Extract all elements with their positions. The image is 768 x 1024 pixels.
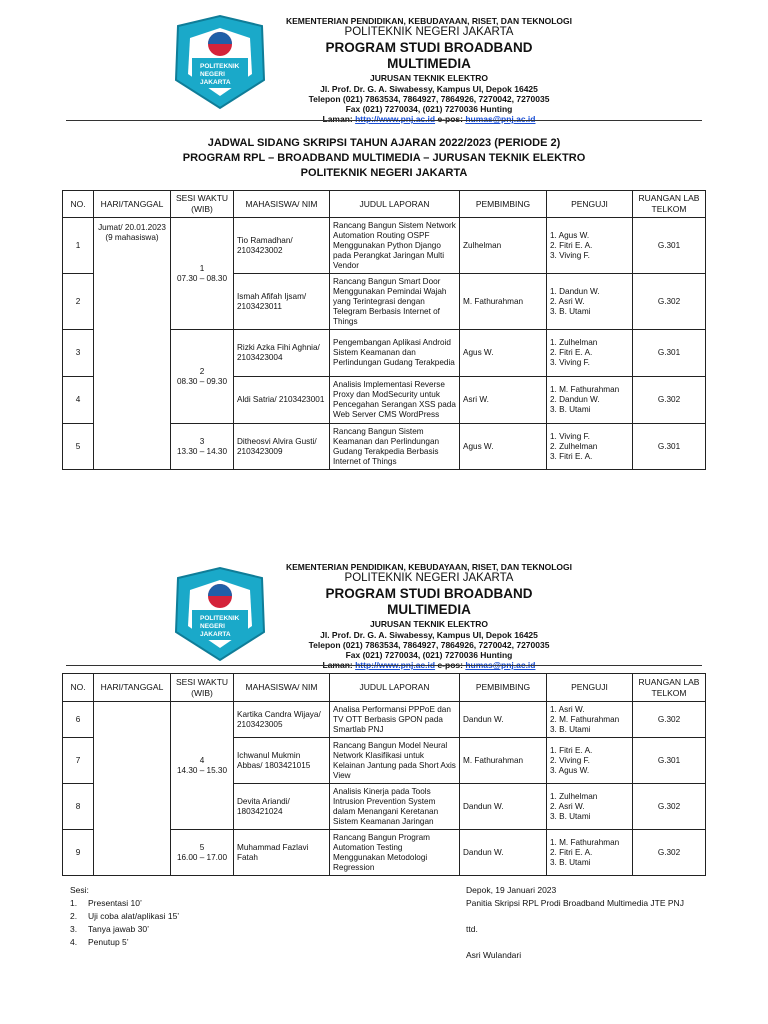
room: G.301: [633, 738, 706, 784]
report-title: Pengembangan Aplikasi Android Sistem Keamanan dan Perlindungan Gudang Terakpedia: [330, 330, 460, 377]
row-no: 7: [63, 738, 94, 784]
room: G.302: [633, 274, 706, 330]
examiner-1: 1. Asri W.: [550, 704, 585, 714]
supervisor: Dandun W.: [460, 830, 547, 876]
col-report: JUDUL LAPORAN: [330, 191, 460, 218]
supervisor: M. Fathurahman: [460, 274, 547, 330]
col-supervisor: PEMBIMBING: [460, 674, 547, 702]
ministry-name: KEMENTERIAN PENDIDIKAN, KEBUDAYAAN, RISET, DAN TEKNOLOGI: [285, 16, 573, 26]
web-link[interactable]: http://www.pnj.ac.id: [355, 660, 436, 671]
examiner-1: 1. Viving F.: [550, 431, 590, 441]
room: G.302: [633, 377, 706, 424]
session-cell: [171, 330, 234, 424]
session-no: 3: [199, 436, 205, 446]
row-no: 5: [63, 424, 94, 470]
examiners: [547, 330, 633, 377]
session-no: 1: [199, 263, 205, 273]
supervisor: Agus W.: [460, 424, 547, 470]
session-time: 13.30 – 14.30: [176, 446, 228, 456]
room: G.301: [633, 330, 706, 377]
session-legend-item: 1. Presentasi 10’: [70, 898, 142, 908]
letterhead-divider: [66, 665, 702, 666]
phone: Telepon (021) 7863534, 7864927, 7864926, 7270042, 7270035: [308, 639, 550, 650]
col-session: SESI WAKTU (WIB): [171, 674, 234, 702]
supervisor: Zulhelman: [460, 218, 547, 274]
letterhead-divider: [66, 120, 702, 121]
place-date: Depok, 19 Januari 2023: [466, 885, 557, 895]
row-no: 2: [63, 274, 94, 330]
email-label: e-pos:: [437, 660, 463, 671]
institution-name: POLITEKNIK NEGERI JAKARTA: [344, 26, 514, 39]
col-no: NO.: [63, 674, 94, 702]
examiners: [547, 702, 633, 738]
day-cell: Jumat/ 20.01.2023 (9 mahasiswa): [94, 218, 171, 470]
student: Kartika Candra Wijaya/ 2103423005: [234, 702, 330, 738]
examiner-1: 1. Zulhelman: [550, 338, 598, 347]
report-title: Rancang Bangun Sistem Network Automation Routing OSPF Menggunakan Python Django pada Perangkat Jaringan Multi Vendor: [330, 218, 460, 274]
examiners: [547, 784, 633, 830]
room: G.302: [633, 830, 706, 876]
session-cell: [171, 424, 234, 470]
examiners: [547, 830, 633, 876]
row-no: 1: [63, 218, 94, 274]
title-line-3: POLITEKNIK NEGERI JAKARTA: [300, 167, 468, 179]
room: G.301: [633, 218, 706, 274]
col-supervisor: PEMBIMBING: [460, 191, 547, 218]
logo-line-3: JAKARTA: [200, 631, 231, 638]
fax: Fax (021) 7270034, (021) 7270036 Hunting: [345, 649, 513, 660]
student: Ismah Afifah Ijsam/ 2103423011: [234, 274, 330, 330]
web-label: Laman:: [322, 114, 353, 125]
schedule-table-2: [62, 673, 706, 876]
session-cell: [171, 218, 234, 330]
examiners: [547, 424, 633, 470]
col-report: JUDUL LAPORAN: [330, 674, 460, 702]
student: Rizki Azka Fihi Aghnia/ 2103423004: [234, 330, 330, 377]
examiner-2: 2. Fitri E. A.: [550, 240, 593, 250]
spacer: [466, 910, 684, 923]
examiner-3: 3. B. Utami: [550, 306, 591, 316]
pnj-logo-icon: [170, 14, 270, 110]
row-no: 8: [63, 784, 94, 830]
row-no: 6: [63, 702, 94, 738]
session-time: 07.30 – 08.30: [176, 273, 228, 283]
signature-block: [466, 884, 684, 962]
table-row: [63, 702, 706, 738]
logo-line-2: NEGERI: [200, 623, 225, 630]
session-legend-item: 2. Uji coba alat/aplikasi 15’: [70, 911, 180, 921]
supervisor: Agus W.: [460, 330, 547, 377]
student: Devita Ariandi/ 1803421024: [234, 784, 330, 830]
pnj-logo-icon: [170, 566, 270, 662]
program-name: PROGRAM STUDI BROADBAND MULTIMEDIA: [325, 585, 533, 618]
logo-line-2: NEGERI: [200, 71, 225, 78]
examiner-2: 2. Viving F.: [550, 755, 590, 765]
logo-line-1: POLITEKNIK: [200, 63, 240, 70]
session-legend-item: 4. Penutup 5’: [70, 937, 129, 947]
session-legend-title: Sesi:: [70, 885, 89, 895]
day-cell: [94, 702, 171, 876]
session-legend-item: 3. Tanya jawab 30’: [70, 924, 149, 934]
session-no: 4: [199, 755, 205, 765]
supervisor: M. Fathurahman: [460, 738, 547, 784]
examiner-1: 1. Fitri E. A.: [550, 745, 593, 755]
schedule-table-1: [62, 190, 706, 470]
supervisor: Asri W.: [460, 377, 547, 424]
address: Jl. Prof. Dr. G. A. Siwabessy, Kampus UI, Depok 16425: [320, 83, 538, 94]
examiner-2: 2. Asri W.: [550, 801, 585, 811]
col-student: MAHASISWA/ NIM: [234, 191, 330, 218]
title-line-2: PROGRAM RPL – BROADBAND MULTIMEDIA – JURUSAN TEKNIK ELEKTRO: [182, 152, 586, 164]
student: Ichwanul Mukmin Abbas/ 1803421015: [234, 738, 330, 784]
address: Jl. Prof. Dr. G. A. Siwabessy, Kampus UI, Depok 16425: [320, 629, 538, 640]
supervisor: Dandun W.: [460, 784, 547, 830]
report-title: Rancang Bangun Program Automation Testing Menggunakan Metodologi Regression: [330, 830, 460, 876]
examiner-2: 2. Asri W.: [550, 296, 585, 306]
session-cell: [171, 702, 234, 830]
row-no: 4: [63, 377, 94, 424]
table-row: [63, 218, 706, 274]
examiner-3: 3. Viving F.: [550, 250, 590, 260]
examiner-2: 2. Zulhelman: [550, 441, 598, 451]
examiner-3: 3. B. Utami: [550, 724, 591, 734]
department-name: JURUSAN TEKNIK ELEKTRO: [369, 619, 489, 630]
spacer: [466, 936, 684, 949]
row-no: 3: [63, 330, 94, 377]
session-time: 08.30 – 09.30: [176, 376, 228, 386]
supervisor: Dandun W.: [460, 702, 547, 738]
student: Muhammad Fazlavi Fatah: [234, 830, 330, 876]
room: G.301: [633, 424, 706, 470]
col-room: RUANGAN LAB TELKOM: [633, 674, 706, 702]
report-title: Analisis Kinerja pada Tools Intrusion Prevention System dalam Menangani Keretanan Sistem Keamanan Jaringan: [330, 784, 460, 830]
col-day: HARI/TANGGAL: [94, 191, 171, 218]
email-label: e-pos:: [437, 114, 463, 125]
table-header-row: [63, 191, 706, 218]
row-no: 9: [63, 830, 94, 876]
examiners: [547, 274, 633, 330]
logo-line-1: POLITEKNIK: [200, 615, 240, 622]
examiner-3: 3. B. Utami: [550, 405, 591, 414]
examiners: [547, 377, 633, 424]
examiner-1: 1. Agus W.: [550, 230, 590, 240]
examiner-3: 3. Fitri E. A.: [550, 451, 593, 461]
session-time: 14.30 – 15.30: [176, 765, 228, 775]
col-room: RUANGAN LAB TELKOM: [633, 191, 706, 218]
room: G.302: [633, 702, 706, 738]
letterhead-text: [284, 562, 574, 670]
examiner-2: 2. M. Fathurahman: [550, 714, 620, 724]
report-title: Analisis Implementasi Reverse Proxy dan ModSecurity untuk Pencegahan Serangan XSS pada Web Server CMS WordPress: [330, 377, 460, 424]
examiner-3: 3. Viving F.: [550, 358, 590, 367]
table-header-row: [63, 674, 706, 702]
web-link[interactable]: http://www.pnj.ac.id: [355, 114, 436, 125]
program-name: PROGRAM STUDI BROADBAND MULTIMEDIA: [325, 39, 533, 72]
student: Aldi Satria/ 2103423001: [234, 377, 330, 424]
report-title: Rancang Bangun Sistem Keamanan dan Perlindungan Gudang Terakpedia Berbasis Internet of Things: [330, 424, 460, 470]
web-label: Laman:: [322, 660, 353, 671]
student: Ditheosvi Alvira Gusti/ 2103423009: [234, 424, 330, 470]
examiner-2: 2. Fitri E. A.: [550, 847, 593, 857]
committee: Panitia Skripsi RPL Prodi Broadband Multimedia JTE PNJ: [466, 898, 684, 908]
examiners: [547, 738, 633, 784]
email-link[interactable]: humas@pnj.ac.id: [465, 114, 536, 125]
examiner-1: 1. Zulhelman: [550, 791, 598, 801]
fax: Fax (021) 7270034, (021) 7270036 Hunting: [345, 103, 513, 114]
document-title: [0, 136, 768, 181]
report-title: Rancang Bangun Smart Door Menggunakan Pemindai Wajah yang Terintegrasi dengan Telegram Berbasis Internet of Things: [330, 274, 460, 330]
letterhead-text: [284, 16, 574, 124]
report-title: Rancang Bangun Model Neural Network Klasifikasi untuk Kelainan Jantung pada Short Axis View: [330, 738, 460, 784]
department-name: JURUSAN TEKNIK ELEKTRO: [369, 73, 489, 84]
examiner-2: 2. Fitri E. A.: [550, 348, 593, 357]
examiner-3: 3. Agus W.: [550, 765, 590, 775]
col-no: NO.: [63, 191, 94, 218]
phone: Telepon (021) 7863534, 7864927, 7864926, 7270042, 7270035: [308, 93, 550, 104]
col-examiner: PENGUJI: [547, 191, 633, 218]
logo-line-3: JAKARTA: [200, 79, 231, 86]
student: Tio Ramadhan/ 2103423002: [234, 218, 330, 274]
examiner-1: 1. M. Fathurahman: [550, 837, 620, 847]
title-line-1: JADWAL SIDANG SKRIPSI TAHUN AJARAN 2022/2023 (PERIODE 2): [207, 137, 561, 149]
report-title: Analisa Performansi PPPoE dan TV OTT Berbasis GPON pada Smartlab PNJ: [330, 702, 460, 738]
col-session: SESI WAKTU (WIB): [171, 191, 234, 218]
session-legend: [70, 884, 179, 949]
examiner-2: 2. Dandun W.: [550, 395, 600, 404]
signed-mark: ttd.: [466, 924, 478, 934]
col-examiner: PENGUJI: [547, 674, 633, 702]
col-day: HARI/TANGGAL: [94, 674, 171, 702]
room: G.302: [633, 784, 706, 830]
institution-name: POLITEKNIK NEGERI JAKARTA: [344, 572, 514, 585]
examiner-1: 1. Dandun W.: [550, 286, 600, 296]
session-cell: [171, 830, 234, 876]
examiner-3: 3. B. Utami: [550, 811, 591, 821]
session-time: 16.00 – 17.00: [176, 852, 228, 862]
col-student: MAHASISWA/ NIM: [234, 674, 330, 702]
ministry-name: KEMENTERIAN PENDIDIKAN, KEBUDAYAAN, RISET, DAN TEKNOLOGI: [285, 562, 573, 572]
examiners: [547, 218, 633, 274]
session-no: 2: [199, 366, 205, 376]
session-no: 5: [199, 842, 205, 852]
signer-name: Asri Wulandari: [466, 950, 522, 960]
examiner-1: 1. M. Fathurahman: [550, 385, 620, 394]
email-link[interactable]: humas@pnj.ac.id: [465, 660, 536, 671]
examiner-3: 3. B. Utami: [550, 857, 591, 867]
